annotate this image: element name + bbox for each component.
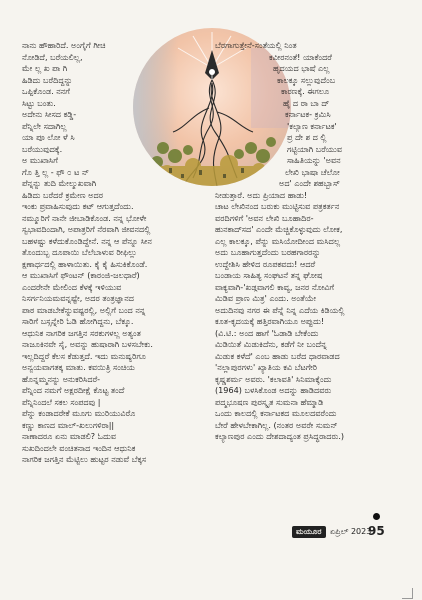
text-line: ನಾಗರಿಕ ಜಗತ್ತಿನ ಮೆಟ್ಟಿಲು ಹುಟ್ಟರ ನಡುವೆ ಬೆಕ್ಕಸ	[22, 454, 147, 464]
text-line: ಮೇ ಲ್ಲ ಖ ಪಾ ಗಿ	[22, 63, 68, 73]
text-line: ಕಣ್ಣು ಕಾಣದ ಮಾಲ್-ಖಲುಗಳಿರಾ||	[22, 419, 115, 430]
text-line: ಕೃಷ್ಣಶರ್ಮ ಅವರು. 'ಕಲಾವತಿ' ಸಿನಿಮಾಕ್ಕೆಂದು	[215, 373, 332, 384]
text-line: ಹಿಡಿದು ಬರೆದಿದ್ದನ್ನು	[22, 74, 73, 85]
text-line: ಪೆನ್ನು ಕಂಡಾದರೇಕೆ ಮೂಗು ಮುರಿಯುವಿರೊ	[22, 408, 136, 418]
text-line: ತೊಂದುಬ್ಬ ದೂಪಾಯಿ ಬೆಲೆಬಾಳುವ ರೀಫಿಲ್ಲು	[22, 247, 137, 257]
issue-date: ಏಪ್ರಿಲ್ 2023	[330, 527, 372, 536]
text-line: ಆಧುನಿಕ ನಾಗರಿಕ ಜಗತ್ತಿನ ಸರಕುಗಳಲ್ಲ ಅತ್ಯಂತ	[22, 327, 141, 338]
text-line: ಹೃದಯದ ಭಾಷೆ ಎಲ್ಲ	[273, 63, 330, 73]
text-line: ಪೆನ್ನಿನಿಂದಲೆ ಸಕಲ ಸಂಪದವು |	[22, 396, 101, 407]
text-line: ಅನ್ವಯವಾಗತಕ್ಕ ಮಾತು. ಕವಯಿತ್ರಿ ಸಂಚಿಯ	[22, 362, 135, 372]
text-line: ವಾಕ್ಯವಾಗಿ-'ಖಡ್ಗವಾಗಲಿ ಕಾವ್ಯ, ಜನರ ನೋವಿಗೆ	[215, 281, 335, 292]
text-line: ಇಂಕು ಪ್ರವಾಹಿಸುವುದು ಕಟ್ ಆಗುತ್ತದೆಂದು.	[22, 201, 134, 211]
text-line: ಬರೆಯುವುದಕ್ಕೆ.	[22, 143, 63, 154]
text-line: ಕರ್ನಾಟಕ- ಕ್ರಮಿಸಿ	[285, 109, 331, 119]
text-line: ಲೇಖಿ ಭಾಷಾ ಚೆಲೋ	[285, 166, 340, 177]
print-corner-mark	[402, 588, 413, 599]
text-line: ಸಿಟ್ಟು ಬಂತು.	[22, 97, 56, 108]
text-line: ನೀಡುತ್ತಾರೆ. ಅದು ಪ್ರಿಯಾದ ಹಾಡು!	[215, 189, 308, 200]
text-line: 'ಕಲ್ಯಾಣ ಕರ್ನಾಟಕ'	[287, 120, 337, 131]
text-line: ಒಪ್ಪಿಕೊಂಡ. ನನಗೆ	[22, 86, 70, 96]
text-line: ನಾಜೂಕಿನವೇ ಸೈ, ಅವನ್ನು ಹುಷಾರಾಗಿ ಬಳಸಬೇಕು.	[22, 339, 153, 349]
text-line: ಒಂದು ಕಾಲದಲ್ಲಿ ಕರ್ನಾಟಕದ ಮೂಲದವರೆಂದು	[215, 408, 337, 418]
text-line: ಅ ಮುಖಾಸಿಗೆ	[22, 155, 58, 165]
text-line: ಹೊನ್ನಮ್ಮನನ್ನು ಅನುಕರಿಸಿದರೆ-	[22, 373, 101, 384]
left-text-column	[22, 40, 187, 466]
text-line: ಪ್ರ ದೇ ಶ ದ ಲ್ಲಿ	[287, 132, 327, 142]
text-line: (1964) ಬಳಸಿಕೊಂಡ ಅದನ್ನು ಹಾಡಿದವರು	[215, 385, 332, 395]
text-line: ಹಿಡಿದು ಬರೆದರೆ ಕ್ರಮೇಣ ಅದರ	[22, 189, 104, 200]
text-line: ಸಾಹಿತಿಯನ್ನು 'ಅವನ	[287, 155, 341, 165]
text-line: ಮಿಡಿಯಿತೆ ಮಿಡುಕಿದೆನು, ಕಡೆಗೆ ನೀ ಬಂದೆನ್ನ	[215, 339, 327, 349]
text-line: ಪೆನ್ನಿಲೇ ಸದಾಗಿಲ್ಲ	[22, 120, 67, 131]
text-line: ಕಾಲಕ್ಕೂ ಸಲ್ಲುವುದೆಂಬ	[277, 74, 336, 85]
text-line: ಆ ಮುಖಾಸಿಗೆ ಫೌಂಟನ್ (ಕಾರಂಜಿ-ಜಲಧಾರೆ)	[22, 270, 140, 280]
right-text-column	[215, 40, 385, 443]
text-line: ಪದ್ಮಭೂಷಣ ಪುರಸ್ಕೃತ ಸುಮನಾ ಹೆಮ್ಮಾಡಿ	[215, 396, 324, 407]
text-line: ಅದುದಿನವು ನಗರ ಈ ಪೆನ್ನೆ ನಿನ್ನ ಎದೆಯ ಕಿಡಿಯಲ್ಲಿ	[215, 304, 345, 315]
text-line: ಗೊ ತ್ತಿ ಲ್ಲ - ಫೌ ೦ ಟ ನ್	[22, 166, 90, 177]
text-line: ಗಟ್ಟಿಯಾಗಿ ಬರೆಯುವ	[287, 143, 343, 154]
text-line: ನಿಸರ್ಗನಿಯಮವನ್ನಷ್ಟೇ, ಅದರ ತಂತ್ರಜ್ಞಾನದ	[22, 293, 134, 303]
text-line: ನಾನು ಹೌಹಾರಿದೆ. ಅಂಗೈಗೆ ಗೀಚಿ	[22, 40, 106, 50]
text-line: ಬಂಡಾಯ ಸಾಹಿತ್ಯ ಸಂಘಟನೆ ತನ್ನ ಘೋಷ	[215, 270, 323, 280]
text-line: ಎಂದರೇನೇ ಮೇಲಿಂದ ಕೆಳಕ್ಕೆ ಇಳಿಯುವ	[22, 281, 122, 292]
text-line: ಕ್ಷಣಾರ್ಧದಲ್ಲಿ ಹಾಳಾಯಿತು. ಕೈ ಕೈ ಹಿಸುಕಿಕೊಂಡೆ.	[22, 258, 148, 269]
text-line: ಚಾಟ ಲೇಖಿನಂದ ಬರುಕು ಮುಟ್ಟಿಸುವ ಪತ್ರಕರ್ತನ	[215, 201, 340, 211]
text-line: ಸ್ವಭಾವದಿಂದಾಗಿ, ಅಪಾತ್ರರಿಗೆ ನೆರವಾಗಿ ಜೀವನದಲ್ಲಿ	[22, 224, 151, 234]
text-line: ವರದಿಗಳಿಗೆ 'ಅವನ ಲೇಖಿ ಬೂಹಾದಿರ-	[215, 212, 314, 223]
text-line: ಕಾರಣಕ್ಕೆ. ಈಗಲೂ	[281, 86, 330, 96]
text-line: 'ನಲ್ಲಾಪುರಗಳು' ಖ್ಯಾತಿಯ ಕವಿ ಬೆಟಗೇರಿ	[215, 362, 318, 372]
text-line: ಎಲ್ಲ ಕಾಲಕ್ಕೂ, ಪೆನ್ನು ಮಸಿಯೋದೀಂದ ಮಸಿದಲ್ಲ	[215, 235, 341, 246]
text-line: ನೋಡಿದೆ, ಬರೆಯಲಿಲ್ಲ,	[22, 51, 83, 62]
text-line: (ವಿ.ಟಿ.: ಅಂದ ಹಾಗೆ 'ಓಡಾಡಿ ಬೇಕೆಂದು	[215, 327, 319, 338]
text-line: ಹೈ ದ ರಾ ಬಾ ದ್	[283, 97, 330, 108]
text-line: ಬೆರಗಾಗುತ್ತೇನೆ-ಸಂತೆಯಲ್ಲಿ ನಿಂತ	[215, 40, 297, 50]
text-line: ಅದ' ಎಂದೇ ಶಹಬ್ಬಾಸ್	[279, 178, 340, 188]
text-line: ಉದ್ದೇಶಿಸಿ ಹೇಳಿದ ರೂಪಕವದು! ಆದರೆ	[215, 258, 316, 269]
text-line: ಇಲ್ಲದಿದ್ದರೆ ಕೆಲಸ ಕೆಡುತ್ತದೆ. ಇದು ಮನುಷ್ಯರಿಗೂ	[22, 350, 146, 361]
text-line: ಕವೀರನಂತೆ! ಯಾಕೆಂದರೆ	[269, 51, 332, 62]
text-line: ಪೆನ್ನಿಂದ ನಮಗೆ ಅಕ್ಷರದೀಕ್ಷೆ ಕೊಟ್ಟ ತಂದೆ	[22, 385, 125, 395]
page-footer	[0, 524, 422, 542]
article-end-mark	[373, 513, 380, 520]
text-line: ಸುಖದಿಂದಲೇ ವಂಚಿತನಾದ ಇಂದಿನ ಆಧುನಿಕ	[22, 442, 136, 453]
text-line: ಪೆನ್ನನ್ನು ತುದಿ ಮೇಲ್ಮುಖವಾಗಿ	[22, 178, 97, 188]
page-number: 95	[368, 524, 385, 538]
text-line: ಅದೇನು ಸೀಸದ ಕಡ್ಡಿ-	[22, 109, 77, 119]
text-line: ಅದು ಬೂಹಾಗುತ್ತದೆಂದು ಬರಹಗಾರರನ್ನು	[215, 247, 321, 257]
text-line: ಸಾರಿಗೆ ಬಸ್ಸನ್ನೇರಿ ಓಡಿ ಹೋಗಿದ್ದನು, ಬೆಕ್ಕೂ.	[22, 316, 134, 326]
text-line: ಯಾ ಪೂ ಲೋ ಳೆ ಸಿ	[22, 132, 75, 142]
text-line: ಮಿಡಿವ ಪ್ರಾಣ ಮಿತ್ರ' ಎಂದು. ಅಂತೆಯೇ	[215, 293, 317, 303]
text-line: ಕೂತ-ಕೃದಯಕ್ಕೆ ಹತ್ತಿರವಾಗಿಯೂ ಅಪ್ಪುದು!	[215, 316, 325, 326]
text-line: ಮಿಡುಕ ಕಳೆದೆ' ಎಂಬ ಹಾಡು ಬರೆದ ಧಾರವಾಡದ	[215, 350, 340, 361]
text-line: ಬಹಳಷ್ಟು ಕಳೆದುಕೊಂಡಿದ್ದೇನೆ. ನನ್ನ ಆ ಪೆನ್ನೂ ಸೀನ	[22, 235, 152, 246]
text-line: ಪಾಠ ಮಾಡಬೇಕೆನ್ನುವಷ್ಟರಲ್ಲಿ, ಅಲ್ಲಿಗೆ ಬಂದ ನನ್ನ	[22, 304, 146, 315]
text-line: ನಾಣಾದರೂ ಏನು ಮಾಡಲಿ? ಓದುವ	[22, 431, 117, 441]
text-line: ಬೇರೆ ಹೇಳಬೇಕಾಗಿಲ್ಲ. (ನಂತರ ಅವರೇ ಸುಮನ್	[215, 419, 338, 430]
text-line: ಹುನಕಾದ್‍ಸದ' ಎಂದೇ ಮೆಚ್ಚಿಕೊಳ್ಳುವುದು ಲೋಕ,	[215, 224, 343, 234]
text-line: ನಮ್ಮೂರಿಗೆ ನಾನೇ ಜೀಬಾಡಿಕೊಂಡ. ನನ್ನ ಭೋಳೇ	[22, 212, 147, 223]
magazine-brand: ಮಯೂರ	[292, 526, 326, 538]
text-line: ಕಲ್ಯಾಣಪುರ ಎಂದು ದೇಶದಾದ್ಯಂತ ಪ್ರಸಿದ್ಧರಾದರು.)	[215, 431, 345, 441]
